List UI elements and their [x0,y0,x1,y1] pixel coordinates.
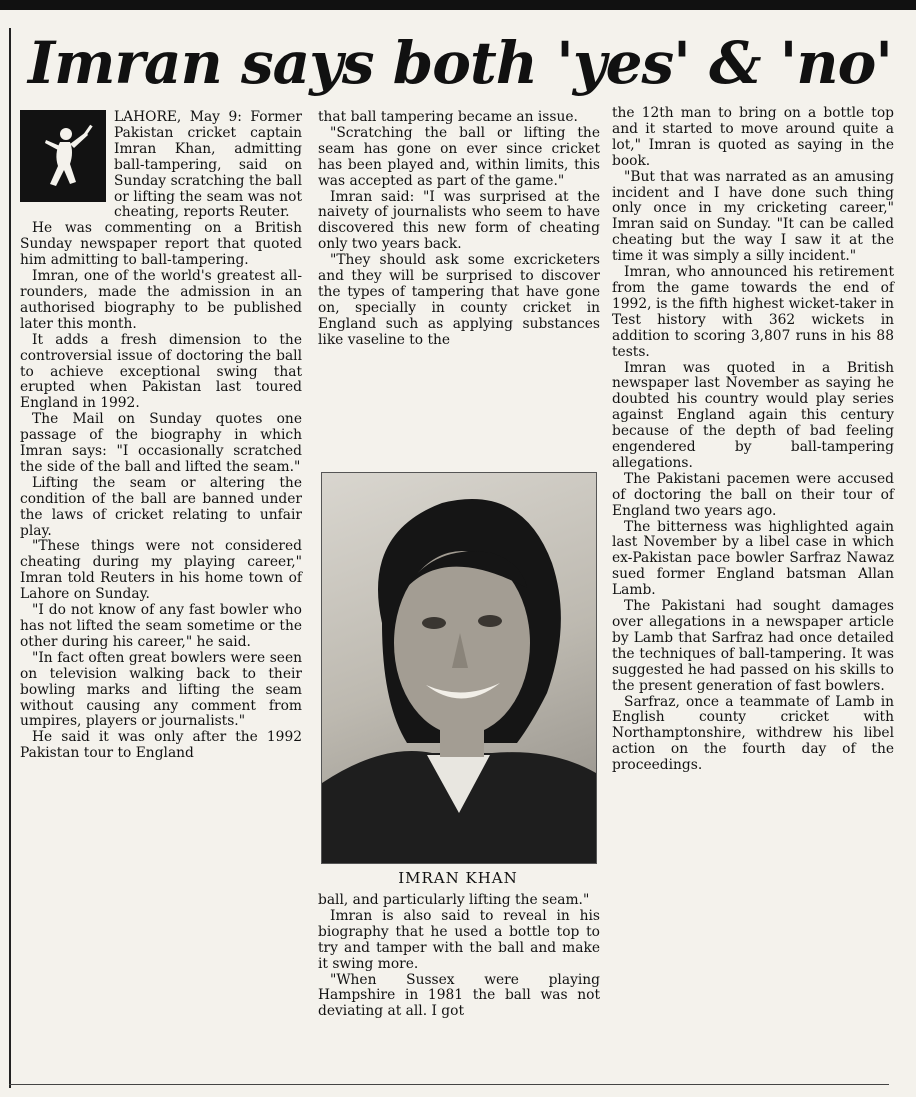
para-2-5: Imran is also said to reveal in his biography that he used a bottle top to try and tamper with the ball and make it swing more. [318,907,600,972]
para-2-6: "When Sussex were playing Hampshire in 1981 the ball was not deviating at all. I got [318,971,600,1020]
column-1 [20,110,302,1088]
para-1-8: "In fact often great bowlers were seen on television walking back to their bowling marks and lifting the seam without causing any comment from umpires, players or journalists." [20,649,302,730]
para-1-4: The Mail on Sunday quotes one passage of the biography in which Imran says: "I occasionally scratched the side of the ball and lifted the seam." [20,411,302,475]
para-1-7: "I do not know of any fast bowler who has not lifted the seam sometime or the other during his career," he said. [20,602,302,650]
para-1-2: Imran, one of the world's greatest all-rounders, made the admission in an authorised biography to be published later this month. [20,268,302,332]
para-2-0: that ball tampering became an issue. [318,109,578,125]
column-2-bottom [318,893,600,1083]
column-2-top [318,110,600,470]
para-3-0: the 12th man to bring on a bottle top and it started to move around quite a lot," Imran is quoted as saying in the book. [612,105,894,169]
cricketer-icon [20,110,106,202]
photo-caption: IMRAN KHAN [398,869,518,887]
para-2-4: ball, and particularly lifting the seam." [318,892,590,908]
para-1-9: He said it was only after the 1992 Pakistan tour to England [20,729,302,762]
para-1-3: It adds a fresh dimension to the controversial issue of doctoring the ball to achieve exceptional swing that erupted when Pakistan last toured England in 1992. [20,331,302,412]
top-rule [0,0,916,10]
cricket-logo [20,110,106,202]
column-3 [612,106,894,1086]
para-1-6: "These things were not considered cheating during my playing career," Imran told Reuters in his home town of Lahore on Sunday. [20,538,302,603]
headline: Imran says both 'yes' & 'no' [27,29,893,97]
para-1-0: LAHORE, May 9: Former Pakistan cricket captain Imran Khan, admitting ball-tampering, said on Sunday scratching the ball or lifting the seam was not cheating, reports Reuter. [114,109,302,221]
para-1-1: He was commenting on a British Sunday newspaper report that quoted him admitting to ball-tampering. [20,220,302,269]
para-3-2: Imran, who announced his retirement from the game towards the end of 1992, is the fifth highest wicket-taker in Test history with 362 wickets in addition to scoring 3,807 runs in his 88 tests. [612,264,894,360]
para-1-5: Lifting the seam or altering the condition of the ball are banned under the laws of cricket relating to unfair play. [20,474,302,539]
para-3-6: The Pakistani had sought damages over allegations in a newspaper article by Lamb that Sarfraz had once detailed the techniques of ball-tampering. It was suggested he had passed on his skills to the present generation of fast bowlers. [612,598,894,694]
para-2-1: "Scratching the ball or lifting the seam has gone on ever since cricket has been played and, within limits, this was accepted as part of the game." [318,124,600,189]
para-2-2: Imran said: "I was surprised at the naivety of journalists who seem to have discovered this new form of cheating only two years back. [318,188,600,253]
portrait-illustration [322,473,596,863]
left-rule [9,28,11,1088]
para-2-3: "They should ask some excricketers and they will be surprised to discover the types of tampering that have gone on, specially in county cricket in England such as applying substances like vaseline to the [318,252,600,348]
portrait-photo [321,472,597,864]
para-3-7: Sarfraz, once a teammate of Lamb in English county cricket with Northamptonshire, withdrew his libel action on the fourth day of the proceedings. [612,693,894,774]
para-3-4: The Pakistani pacemen were accused of doctoring the ball on their tour of England two years ago. [612,470,894,519]
para-3-1: "But that was narrated as an amusing incident and I have done such thing only once in my cricketing career," Imran said on Sunday. "It can be called cheating but the way I saw it at the time it was simply a silly incident." [612,168,894,265]
para-3-3: Imran was quoted in a British newspaper last November as saying he doubted his country would play series against England again this century because of the depth of bad feeling engendered by ball-tampering allegations. [612,359,894,471]
para-3-5: The bitterness was highlighted again last November by a libel case in which ex-Pakistan pace bowler Sarfraz Nawaz sued former England batsman Allan Lamb. [612,518,894,599]
